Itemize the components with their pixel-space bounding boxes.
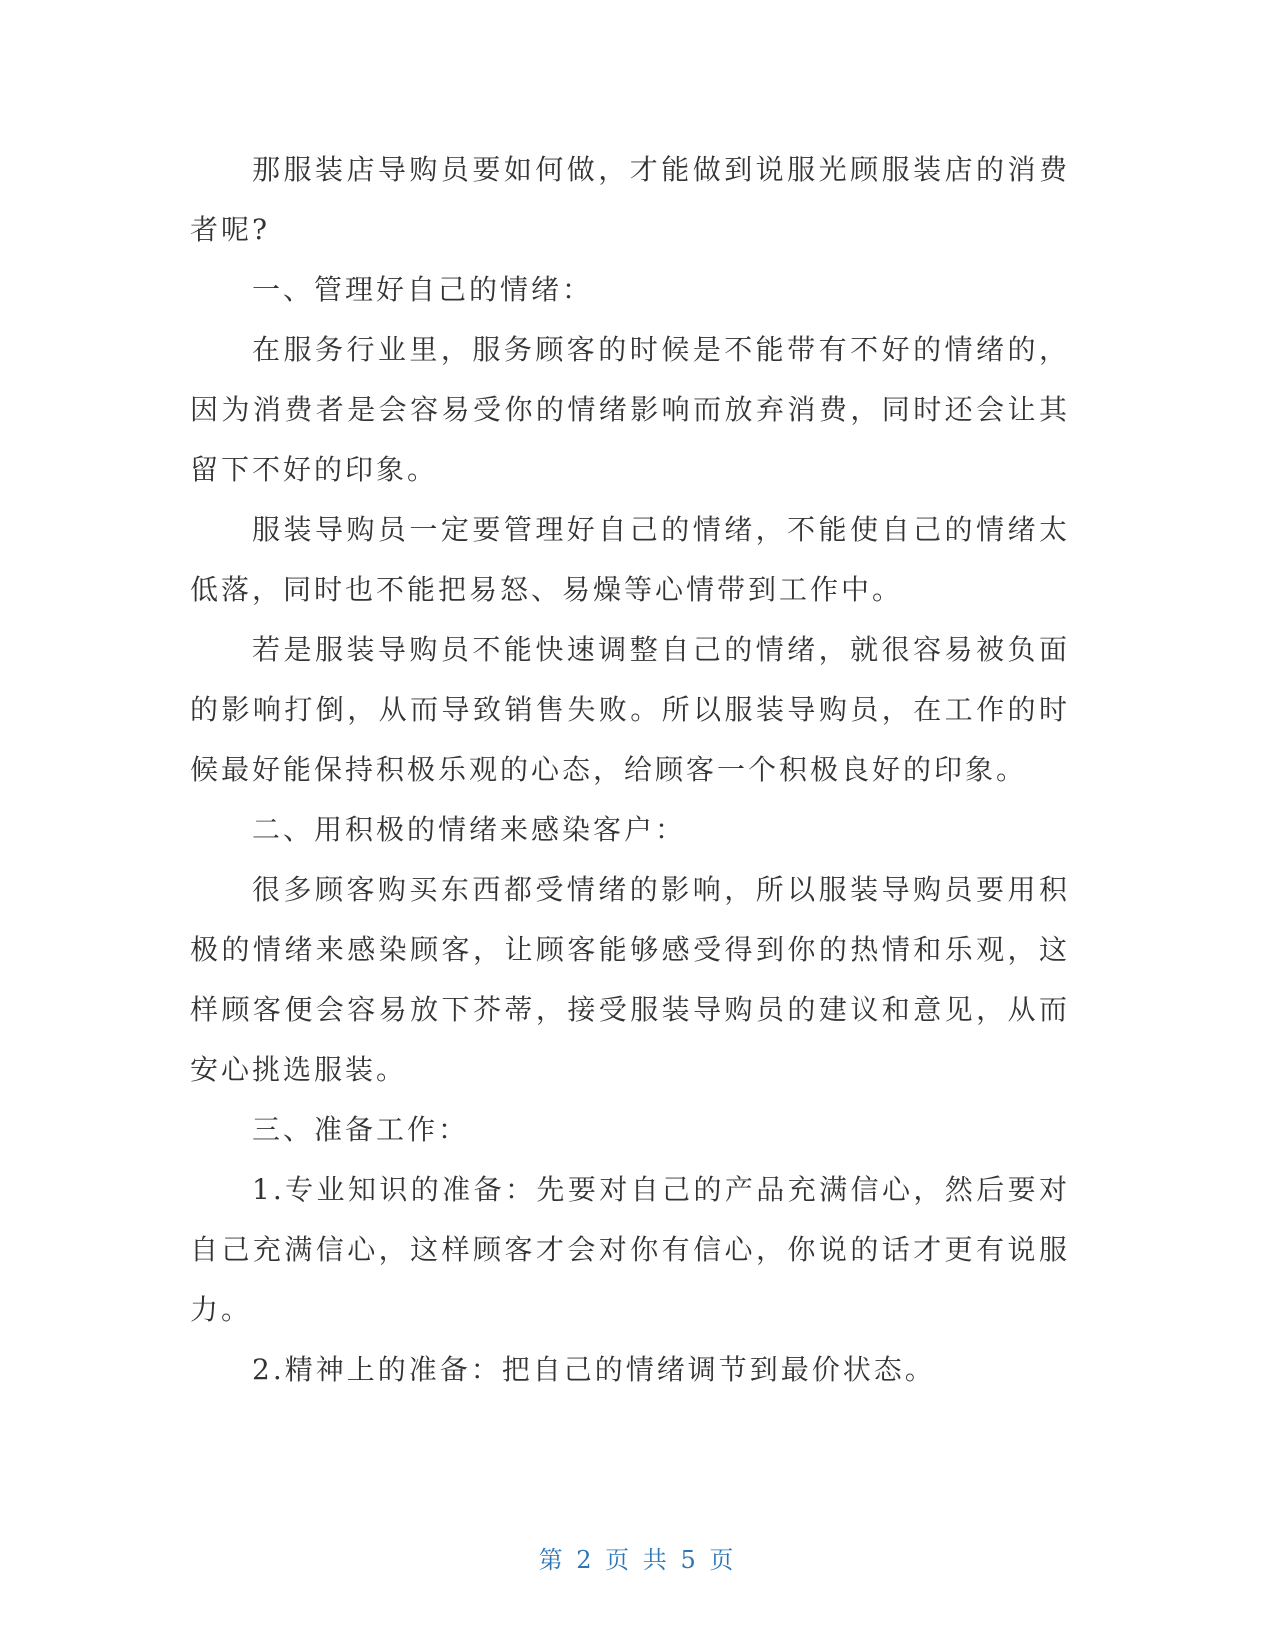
page-number-footer: 第 2 页 共 5 页: [538, 1546, 737, 1574]
section-heading-3: 三、准备工作：: [252, 1113, 470, 1146]
body-paragraph: 很多顾客购买东西都受情绪的影响，所以服装导购员要用积极的情绪来感染顾客，让顾客能够感受得到你的热情和乐观，这样顾客便会容易放下芥蒂，接受服装导购员的建议和意见，从而安心挑选服装。: [190, 873, 1070, 1086]
list-item: 1.专业知识的准备：先要对自己的产品充满信心，然后要对自己充满信心，这样顾客才会对你有信心，你说的话才更有说服力。: [190, 1173, 1070, 1326]
intro-paragraph: 那服装店导购员要如何做，才能做到说服光顾服装店的消费者呢?: [190, 153, 1070, 246]
body-paragraph: 在服务行业里，服务顾客的时候是不能带有不好的情绪的，因为消费者是会容易受你的情绪影响而放弃消费，同时还会让其留下不好的印象。: [190, 333, 1070, 486]
section-heading-2: 二、用积极的情绪来感染客户：: [252, 813, 687, 846]
section-heading-1: 一、管理好自己的情绪：: [252, 273, 594, 306]
document-body: [190, 140, 1070, 1400]
body-paragraph: 若是服装导购员不能快速调整自己的情绪，就很容易被负面的影响打倒，从而导致销售失败。所以服装导购员，在工作的时候最好能保持积极乐观的心态，给顾客一个积极良好的印象。: [190, 633, 1070, 786]
list-item: 2.精神上的准备：把自己的情绪调节到最价状态。: [252, 1353, 936, 1386]
body-paragraph: 服装导购员一定要管理好自己的情绪，不能使自己的情绪太低落，同时也不能把易怒、易燥等心情带到工作中。: [190, 513, 1070, 606]
